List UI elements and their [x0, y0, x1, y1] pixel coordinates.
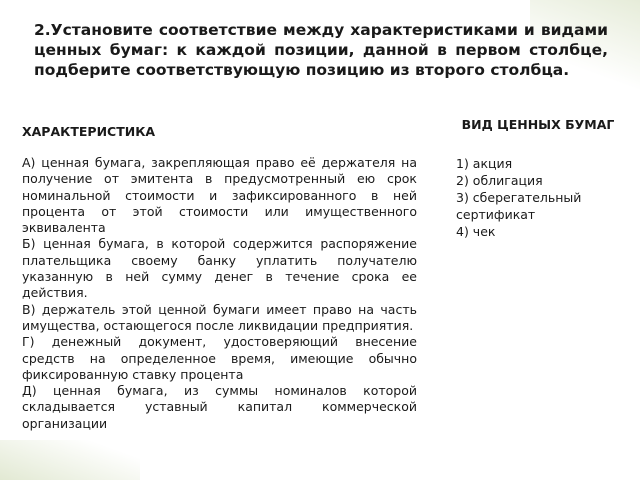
characteristics-list [22, 155, 417, 432]
type-item-4: 4) чек [456, 224, 496, 239]
type-item-1: 1) акция [456, 156, 513, 171]
characteristic-v: В) держатель этой ценной бумаги имеет право на часть имущества, остающегося после ликвидации предприятия. [22, 301, 417, 333]
characteristic-b: Б) ценная бумага, в которой содержится распоряжение плательщика своему банку уплатить получателю указанную в ней сумму денег в течение срока ее действия. [22, 236, 417, 301]
question-text: 2.Установите соответствие между характеристиками и видами ценных бумаг: к каждой позиции, данной в первом столбце, подберите соответствующую позицию из второго столбца. [34, 21, 608, 79]
type-item-2: 2) облигация [456, 173, 543, 188]
type-item-3: 3) сберегательный сертификат [456, 190, 582, 222]
types-list [456, 155, 616, 240]
characteristic-g: Г) денежный документ, удостоверяющий внесение средств на определенное время, имеющие обычно фиксированную ставку процента [22, 334, 417, 382]
characteristics-header: ХАРАКТЕРИСТИКА [22, 124, 156, 139]
characteristic-d: Д) ценная бумага, из суммы номиналов которой складывается уставный капитал коммерческой организации [22, 383, 417, 431]
characteristic-a: А) ценная бумага, закрепляющая право её держателя на получение от эмитента в предусмотренный ею срок номинальной стоимости и зафиксированного в ней процента от этой стоимости или имущественного эквивалента [22, 155, 417, 236]
types-header: ВИД ЦЕННЫХ БУМАГ [461, 117, 615, 132]
decorative-corner-bottom-left [0, 440, 140, 480]
